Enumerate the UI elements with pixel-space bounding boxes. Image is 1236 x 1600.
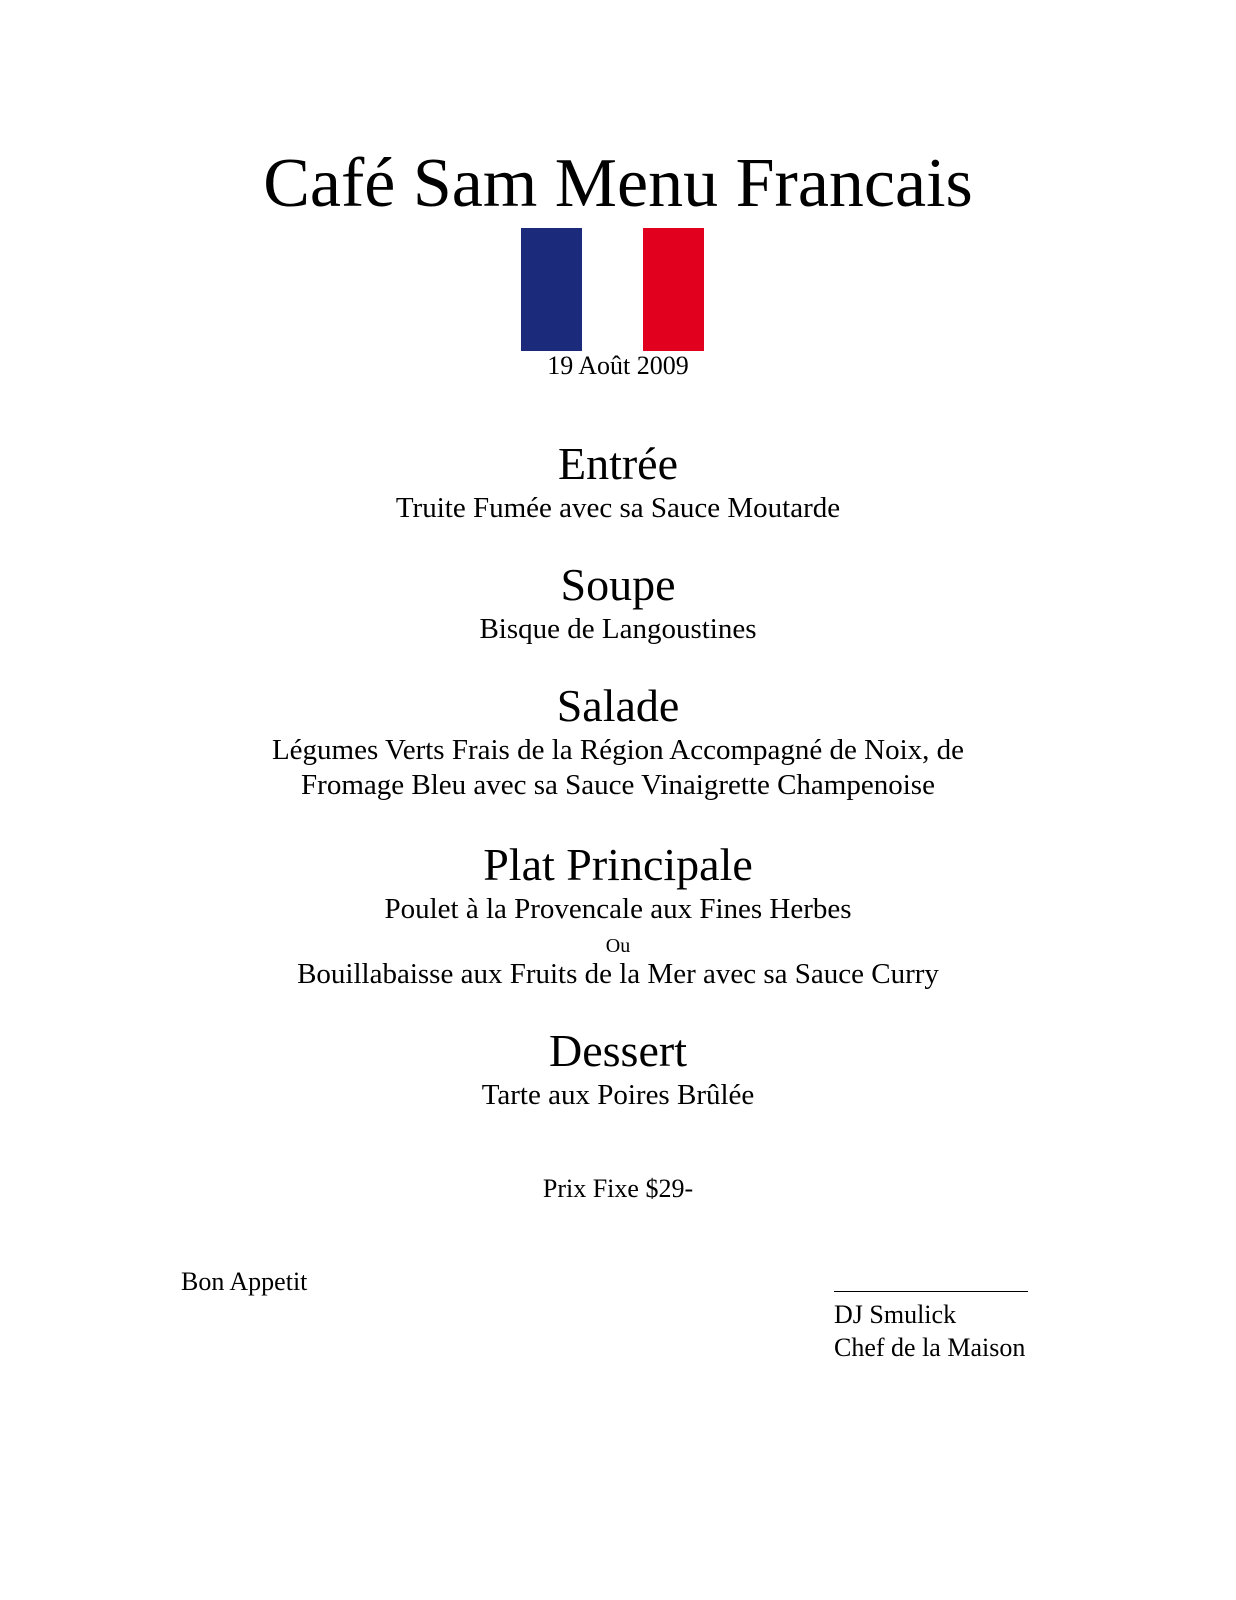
course-heading-plat: Plat Principale (483, 839, 753, 890)
course-heading-entree: Entrée (557, 438, 679, 489)
course-item-salade-line-2: Fromage Bleu avec sa Sauce Vinaigrette Champenoise (301, 769, 935, 801)
french-flag-icon (521, 228, 704, 351)
prix-fixe-price: Prix Fixe $29- (542, 1174, 694, 1203)
course-heading-dessert: Dessert (549, 1025, 687, 1076)
course-item-soupe: Bisque de Langoustines (479, 613, 757, 645)
menu-title: Café Sam Menu Francais (263, 145, 973, 222)
course-item-plat-option-2: Bouillabaisse aux Fruits de la Mer avec sa Sauce Curry (297, 958, 939, 990)
course-item-entree: Truite Fumée avec sa Sauce Moutarde (395, 492, 841, 524)
course-heading-soupe: Soupe (560, 559, 676, 610)
signature-line (834, 1291, 1028, 1292)
course-or-label: Ou (605, 935, 631, 957)
chef-name: DJ Smulick (834, 1300, 957, 1329)
course-item-dessert: Tarte aux Poires Brûlée (481, 1079, 755, 1111)
menu-date: 19 Août 2009 (547, 351, 689, 380)
flag-band-blue (521, 228, 582, 351)
flag-band-red (643, 228, 704, 351)
course-item-plat-option-1: Poulet à la Provencale aux Fines Herbes (384, 893, 852, 925)
course-item-salade-line-1: Légumes Verts Frais de la Région Accompagné de Noix, de (271, 734, 965, 766)
flag-band-white (582, 228, 643, 351)
closing-greeting: Bon Appetit (181, 1267, 308, 1296)
course-heading-salade: Salade (556, 680, 680, 731)
chef-title: Chef de la Maison (834, 1333, 1026, 1362)
